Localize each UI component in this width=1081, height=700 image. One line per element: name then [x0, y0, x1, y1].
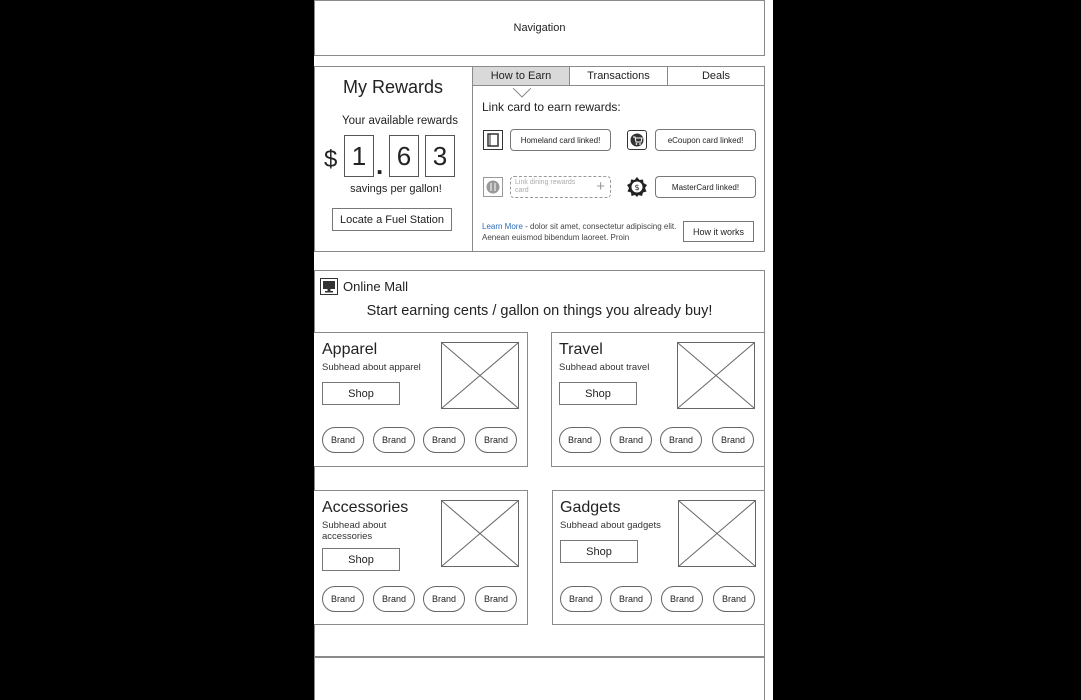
footer-divider [314, 657, 765, 658]
mastercard-button[interactable]: MasterCard linked! [655, 176, 756, 198]
dining-icon [483, 177, 503, 197]
brand-button[interactable]: Brand [560, 586, 602, 612]
tab-transactions-label: Transactions [587, 70, 650, 82]
brand-button[interactable]: Brand [610, 586, 652, 612]
online-mall-title: Online Mall [343, 279, 409, 294]
brand-button[interactable]: Brand [373, 586, 415, 612]
brand-button[interactable]: Brand [322, 427, 364, 453]
homeland-card-button[interactable]: Homeland card linked! [510, 129, 611, 151]
brand-button[interactable]: Brand [423, 586, 465, 612]
footer-right-border [764, 657, 765, 700]
footer-left-border [314, 657, 315, 700]
image-placeholder-travel [677, 342, 755, 409]
page [314, 0, 773, 700]
savings-label: savings per gallon! [350, 183, 442, 195]
available-rewards-label: Your available rewards [342, 115, 458, 127]
brand-button[interactable]: Brand [660, 427, 702, 453]
rewards-title: My Rewards [342, 77, 444, 97]
category-subhead-accessories: Subhead about accessories [322, 520, 387, 542]
category-title-apparel: Apparel [322, 341, 378, 358]
image-placeholder-gadgets [678, 500, 756, 567]
brand-button[interactable]: Brand [712, 427, 754, 453]
locate-fuel-station-button[interactable]: Locate a Fuel Station [332, 208, 452, 231]
plus-icon: + [596, 178, 605, 195]
brand-button[interactable]: Brand [610, 427, 652, 453]
brand-button[interactable]: Brand [475, 427, 517, 453]
learn-more-text [482, 221, 677, 243]
category-title-gadgets: Gadgets [560, 499, 621, 516]
brand-button[interactable]: Brand [373, 427, 415, 453]
image-placeholder-accessories [441, 500, 519, 567]
mall-tagline: Start earning cents / gallon on things you already buy! [366, 303, 713, 319]
cart-icon [627, 130, 647, 150]
brand-button[interactable]: Brand [661, 586, 703, 612]
category-title-accessories: Accessories [322, 499, 409, 516]
category-subhead-gadgets: Subhead about gadgets [560, 520, 661, 531]
shop-button-gadgets[interactable]: Shop [560, 540, 638, 563]
image-placeholder-apparel [441, 342, 519, 409]
monitor-icon [320, 278, 338, 300]
how-it-works-button[interactable]: How it works [683, 221, 754, 242]
reward-digit-2: 6 [389, 135, 419, 177]
tab-deals-label: Deals [701, 70, 731, 82]
link-dining-card-label: Link dining rewards card [515, 179, 576, 194]
dollar-badge-icon [627, 177, 647, 197]
shop-button-travel[interactable]: Shop [559, 382, 637, 405]
svg-text:$: $ [634, 183, 640, 192]
ecoupon-card-button[interactable]: eCoupon card linked! [655, 129, 756, 151]
navigation-bar [314, 0, 765, 56]
learn-more-link[interactable]: Learn More [482, 222, 523, 231]
tab-deals[interactable] [668, 67, 764, 85]
learn-more-body: - dolor sit amet, consectetur adipiscing elit. Aenean euismod bibendum laoreet. Proin [482, 222, 677, 242]
category-subhead-travel: Subhead about travel [559, 362, 650, 373]
card-icon [483, 130, 503, 150]
reward-digit-1: 1 [344, 135, 374, 177]
category-subhead-apparel: Subhead about apparel [322, 362, 421, 373]
tab-how-to-earn-label: How to Earn [490, 70, 552, 82]
earn-heading: Link card to earn rewards: [482, 100, 621, 114]
shop-button-apparel[interactable]: Shop [322, 382, 400, 405]
reward-digit-3: 3 [425, 135, 455, 177]
brand-button[interactable]: Brand [475, 586, 517, 612]
brand-button[interactable]: Brand [559, 427, 601, 453]
decimal-point: . [376, 150, 384, 180]
brand-button[interactable]: Brand [322, 586, 364, 612]
tab-transactions[interactable] [570, 67, 668, 85]
brand-button[interactable]: Brand [713, 586, 755, 612]
shop-button-accessories[interactable]: Shop [322, 548, 400, 571]
brand-button[interactable]: Brand [423, 427, 465, 453]
category-title-travel: Travel [559, 341, 603, 358]
link-dining-card-button[interactable] [510, 176, 611, 198]
navigation-label: Navigation [513, 22, 566, 34]
currency-symbol: $ [324, 146, 338, 173]
tab-how-to-earn[interactable] [473, 67, 570, 85]
